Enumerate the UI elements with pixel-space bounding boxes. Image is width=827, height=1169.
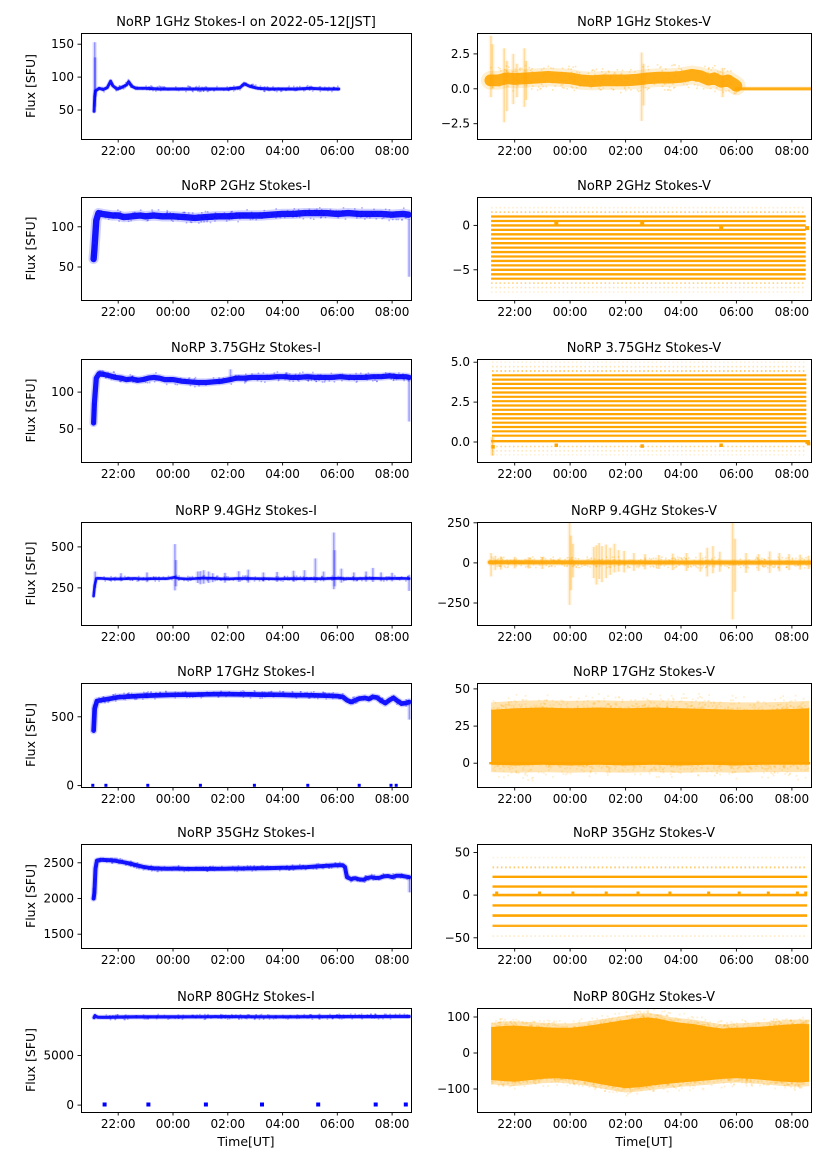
data-dot — [555, 444, 559, 448]
x-tick-label: 06:00 — [320, 144, 355, 158]
x-tick-label: 02:00 — [210, 467, 246, 481]
x-tick-label: 08:00 — [374, 1117, 410, 1131]
data-dot — [103, 1103, 107, 1107]
x-tick-label: 22:00 — [100, 467, 136, 481]
x-tick-label: 08:00 — [774, 792, 810, 806]
x-tick-label: 06:00 — [719, 467, 754, 481]
subplot-norp-3p75ghz-stokes-v — [450, 341, 813, 481]
y-axis-label: Flux [SFU] — [23, 703, 38, 767]
x-tick-label: 00:00 — [155, 953, 191, 967]
y-tick-label: 50 — [454, 845, 470, 860]
x-tick-label: 06:00 — [320, 467, 355, 481]
y-tick-label: 150 — [51, 37, 74, 52]
x-tick-label: 02:00 — [608, 1117, 643, 1131]
data-dot — [605, 892, 608, 895]
x-tick-label: 06:00 — [719, 792, 754, 806]
x-tick-label: 06:00 — [719, 305, 754, 319]
x-tick-label: 06:00 — [320, 953, 355, 967]
x-tick-label: 00:00 — [155, 630, 191, 644]
y-axis-label: Flux [SFU] — [23, 216, 38, 281]
subplot-norp-9p4ghz-stokes-v — [437, 504, 813, 644]
data-dot — [390, 784, 393, 787]
y-tick-label: 2500 — [43, 855, 74, 870]
x-tick-label: 00:00 — [155, 305, 191, 319]
data-dot — [146, 1103, 150, 1107]
chart-title: NoRP 35GHz Stokes-I — [177, 826, 315, 841]
y-tick-label: 2.5 — [450, 46, 470, 61]
x-tick-label: 08:00 — [374, 953, 410, 967]
x-tick-label: 22:00 — [100, 1117, 136, 1131]
data-dot — [637, 892, 640, 895]
subplot-norp-9p4ghz-stokes-i — [23, 504, 413, 644]
data-dot — [804, 892, 807, 895]
x-axis-label: Time[UT] — [217, 1134, 275, 1149]
data-dot — [707, 892, 710, 895]
data-dot — [668, 892, 671, 895]
data-dot — [306, 784, 309, 787]
y-tick-label: 100 — [447, 1010, 470, 1024]
x-tick-label: 02:00 — [210, 1117, 246, 1131]
data-dot — [554, 222, 558, 226]
x-tick-label: 04:00 — [265, 1117, 300, 1131]
data-dot — [91, 784, 94, 787]
x-tick-label: 02:00 — [210, 630, 246, 644]
data-dot — [719, 227, 723, 231]
chart-title: NoRP 17GHz Stokes-I — [177, 665, 315, 680]
x-tick-label: 08:00 — [774, 630, 810, 644]
chart-title: NoRP 35GHz Stokes-V — [573, 826, 715, 841]
data-dot — [796, 892, 799, 895]
y-axis-label: Flux [SFU] — [23, 1028, 38, 1092]
x-tick-label: 00:00 — [155, 144, 191, 158]
subplot-norp-3p75ghz-stokes-i — [23, 341, 413, 481]
y-axis-label: Flux [SFU] — [23, 54, 38, 118]
subplot-norp-17ghz-stokes-i — [23, 665, 413, 806]
y-tick-label: 0 — [462, 218, 470, 233]
data-dot — [538, 892, 541, 895]
y-tick-label: 250 — [51, 580, 74, 595]
y-tick-label: 2000 — [43, 891, 74, 906]
chart-title: NoRP 80GHz Stokes-V — [573, 990, 715, 1005]
data-dot — [805, 226, 809, 230]
data-dot — [260, 1103, 264, 1107]
x-tick-label: 08:00 — [374, 792, 410, 806]
y-tick-label: −2.5 — [440, 116, 470, 131]
data-dot — [738, 892, 741, 895]
subplot-norp-1ghz-stokes-v — [440, 15, 813, 158]
y-tick-label: 0.0 — [450, 81, 470, 96]
y-axis-label: Flux [SFU] — [23, 378, 38, 443]
chart-title: NoRP 9.4GHz Stokes-I — [175, 504, 317, 519]
plot-frame — [82, 845, 412, 949]
subplot-norp-2ghz-stokes-v — [452, 179, 813, 319]
y-tick-label: 5.0 — [450, 355, 470, 370]
data-series-band — [94, 1016, 409, 1018]
x-tick-label: 00:00 — [155, 1117, 191, 1131]
y-tick-label: −50 — [444, 930, 470, 945]
subplot-norp-17ghz-stokes-v — [454, 665, 813, 806]
x-tick-label: 04:00 — [265, 953, 300, 967]
chart-title: NoRP 3.75GHz Stokes-V — [566, 341, 722, 356]
data-series-fill — [491, 1017, 809, 1088]
plot-frame — [478, 845, 812, 949]
x-tick-label: 00:00 — [552, 467, 588, 481]
y-tick-label: 500 — [51, 539, 74, 554]
x-tick-label: 02:00 — [608, 144, 643, 158]
subplot-norp-35ghz-stokes-v — [444, 826, 813, 967]
x-tick-label: 02:00 — [608, 467, 643, 481]
x-tick-label: 06:00 — [719, 953, 754, 967]
x-tick-label: 08:00 — [374, 144, 410, 158]
x-tick-label: 02:00 — [608, 953, 643, 967]
x-tick-label: 02:00 — [210, 953, 246, 967]
y-tick-label: 100 — [51, 70, 74, 85]
x-tick-label: 22:00 — [497, 792, 532, 806]
x-tick-label: 04:00 — [663, 467, 699, 481]
chart-title: NoRP 1GHz Stokes-I on 2022-05-12[JST] — [116, 15, 376, 30]
x-tick-label: 08:00 — [774, 467, 810, 481]
y-tick-label: −5 — [452, 262, 470, 277]
y-tick-label: 0 — [462, 1046, 470, 1060]
y-tick-label: 500 — [51, 709, 74, 724]
data-dot — [495, 892, 498, 895]
x-tick-label: 06:00 — [719, 1117, 754, 1131]
x-tick-label: 08:00 — [374, 630, 410, 644]
y-tick-label: 5000 — [43, 1048, 74, 1063]
x-tick-label: 04:00 — [265, 630, 300, 644]
x-axis-label: Time[UT] — [615, 1134, 673, 1149]
y-tick-label: 0 — [462, 888, 470, 903]
x-tick-label: 08:00 — [374, 305, 410, 319]
data-dot — [395, 784, 398, 787]
y-tick-label: 100 — [51, 219, 74, 234]
data-dot — [204, 1103, 208, 1107]
data-series-band — [94, 81, 339, 111]
x-tick-label: 00:00 — [552, 1117, 588, 1131]
x-tick-label: 06:00 — [719, 144, 754, 158]
data-dot — [199, 784, 202, 787]
y-tick-label: 25 — [454, 719, 470, 734]
x-tick-label: 04:00 — [663, 792, 699, 806]
x-tick-label: 08:00 — [774, 305, 810, 319]
x-tick-label: 04:00 — [265, 792, 300, 806]
y-tick-label: 50 — [454, 681, 470, 696]
y-tick-label: 0 — [462, 555, 470, 570]
subplot-norp-80ghz-stokes-i — [23, 990, 413, 1149]
x-tick-label: 22:00 — [100, 144, 136, 158]
plot-frame — [82, 1009, 412, 1113]
data-dot — [807, 442, 811, 446]
y-tick-label: 50 — [58, 103, 74, 117]
x-tick-label: 04:00 — [265, 144, 300, 158]
x-tick-label: 22:00 — [100, 630, 136, 644]
x-tick-label: 08:00 — [774, 144, 810, 158]
x-tick-label: 22:00 — [497, 1117, 532, 1131]
data-dot — [358, 784, 361, 787]
data-dot — [640, 444, 644, 448]
x-tick-label: 22:00 — [100, 305, 136, 319]
data-dot — [719, 444, 723, 448]
y-tick-label: 50 — [58, 260, 74, 274]
x-tick-label: 04:00 — [265, 467, 300, 481]
y-tick-label: 0 — [462, 756, 470, 771]
data-series-fill — [491, 708, 809, 766]
x-tick-label: 22:00 — [497, 630, 532, 644]
x-tick-label: 00:00 — [552, 792, 588, 806]
x-tick-label: 22:00 — [497, 467, 532, 481]
x-tick-label: 22:00 — [100, 953, 136, 967]
x-tick-label: 06:00 — [320, 1117, 355, 1131]
y-tick-label: 0 — [66, 1098, 74, 1113]
x-tick-label: 22:00 — [497, 144, 532, 158]
chart-title: NoRP 9.4GHz Stokes-V — [570, 504, 718, 519]
x-tick-label: 00:00 — [155, 792, 191, 806]
x-tick-label: 06:00 — [320, 305, 355, 319]
x-tick-label: 02:00 — [210, 144, 246, 158]
x-tick-label: 04:00 — [663, 630, 699, 644]
x-tick-label: 04:00 — [663, 1117, 699, 1131]
data-dot — [404, 1103, 408, 1107]
x-tick-label: 00:00 — [552, 305, 588, 319]
x-tick-label: 22:00 — [100, 792, 136, 806]
subplot-norp-2ghz-stokes-i — [23, 179, 413, 319]
x-tick-label: 02:00 — [210, 792, 246, 806]
x-tick-label: 02:00 — [210, 305, 246, 319]
y-tick-label: 1500 — [43, 927, 74, 942]
chart-title: NoRP 80GHz Stokes-I — [177, 990, 315, 1005]
x-tick-label: 06:00 — [320, 792, 355, 806]
y-axis-label: Flux [SFU] — [23, 541, 38, 606]
y-tick-label: 100 — [51, 385, 74, 400]
x-tick-label: 04:00 — [663, 953, 699, 967]
data-dot — [571, 892, 574, 895]
y-tick-label: 50 — [58, 421, 74, 436]
data-dot — [316, 1103, 320, 1107]
y-tick-label: −250 — [437, 596, 470, 610]
x-tick-label: 02:00 — [608, 305, 643, 319]
chart-title: NoRP 2GHz Stokes-V — [577, 179, 711, 194]
x-tick-label: 08:00 — [374, 467, 410, 481]
x-tick-label: 00:00 — [552, 953, 588, 967]
y-tick-label: 0.0 — [450, 435, 470, 449]
x-tick-label: 04:00 — [663, 144, 699, 158]
x-tick-label: 22:00 — [497, 305, 532, 319]
x-tick-label: 08:00 — [774, 1117, 810, 1131]
subplot-norp-35ghz-stokes-i — [23, 826, 413, 967]
y-tick-label: 0 — [66, 778, 74, 793]
x-tick-label: 06:00 — [719, 630, 754, 644]
x-tick-label: 04:00 — [663, 305, 699, 319]
chart-title: NoRP 17GHz Stokes-V — [573, 665, 715, 680]
x-tick-label: 02:00 — [608, 630, 643, 644]
y-axis-label: Flux [SFU] — [23, 864, 38, 928]
y-tick-label: 250 — [447, 515, 470, 530]
data-dot — [640, 222, 644, 226]
x-tick-label: 00:00 — [155, 467, 191, 481]
data-dot — [374, 1103, 378, 1107]
x-tick-label: 00:00 — [552, 630, 588, 644]
chart-title: NoRP 2GHz Stokes-I — [181, 179, 311, 194]
subplot-norp-80ghz-stokes-v — [437, 990, 813, 1149]
y-tick-label: −100 — [437, 1082, 470, 1096]
x-tick-label: 04:00 — [265, 305, 300, 319]
subplot-norp-1ghz-stokes-i — [23, 15, 413, 158]
data-dot — [767, 892, 770, 895]
x-tick-label: 00:00 — [552, 144, 588, 158]
data-dot — [146, 784, 149, 787]
x-tick-label: 02:00 — [608, 792, 643, 806]
chart-title: NoRP 3.75GHz Stokes-I — [170, 341, 322, 356]
plot-frame — [478, 523, 812, 626]
chart-title: NoRP 1GHz Stokes-V — [577, 15, 711, 30]
x-tick-label: 22:00 — [497, 953, 532, 967]
data-dot — [253, 784, 256, 787]
y-tick-label: 2.5 — [450, 395, 470, 410]
data-dot — [104, 784, 107, 787]
x-tick-label: 06:00 — [320, 630, 355, 644]
x-tick-label: 08:00 — [774, 953, 810, 967]
